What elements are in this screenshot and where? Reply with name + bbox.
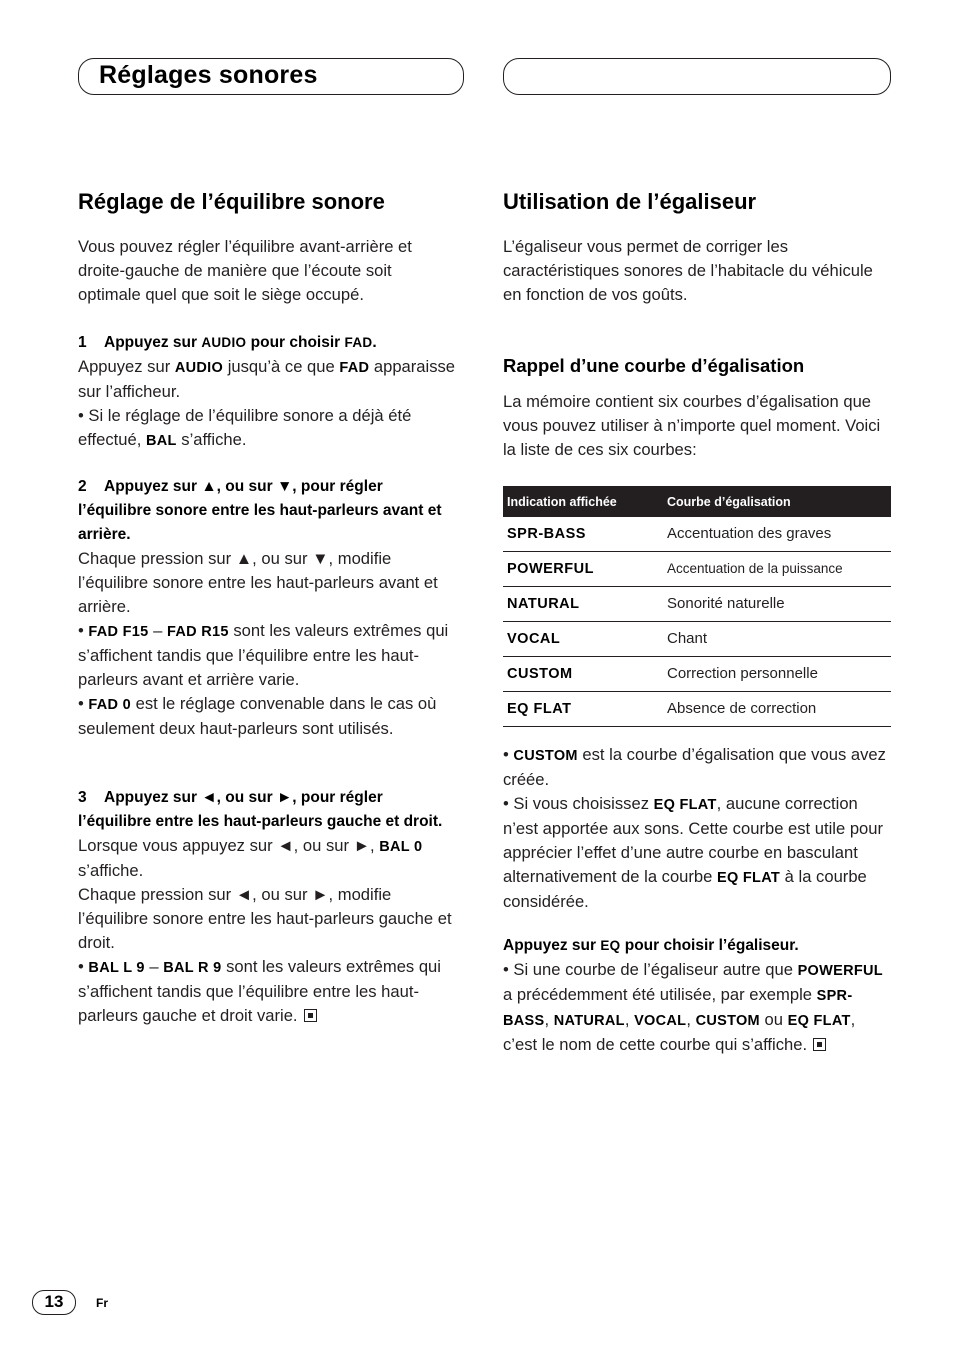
table-cell-curve: Chant (663, 622, 891, 657)
balance-intro: Vous pouvez régler l’équilibre avant-arrière et droite-gauche de manière que l’écoute soit optimale quel que soit le siège occupé. (78, 237, 412, 304)
step-2-bullet-a: • FAD F15 – FAD R15 sont les valeurs extrêmes qui s’affichent tandis que l’équilibre entre les haut-parleurs avant et arrière varie. (78, 621, 449, 689)
step-1 (78, 331, 456, 453)
step-2-title: 2 Appuyez sur ▲, ou sur ▼, pour régler l’équilibre sonore entre les haut-parleurs avant et arrière. (78, 478, 442, 543)
table-row (503, 622, 891, 657)
end-of-section-icon (304, 1009, 317, 1022)
table-row (503, 517, 891, 552)
step-3-body-1: Lorsque vous appuyez sur ◄, ou sur ►, BAL 0 s’affiche. (78, 836, 423, 880)
header-pill-left (78, 58, 464, 95)
table-cell-curve: Accentuation de la puissance (663, 552, 891, 587)
eq-curve-table (503, 486, 891, 727)
step-2 (78, 475, 456, 741)
equalizer-notes (503, 743, 893, 914)
step-3-title: 3 Appuyez sur ◄, ou sur ►, pour régler l’équilibre entre les haut-parleurs gauche et droit. (78, 789, 443, 830)
table-cell-display: VOCAL (503, 622, 663, 657)
end-of-section-icon (813, 1038, 826, 1051)
equalizer-step-note: • Si une courbe de l’égaliseur autre que POWERFUL a précédemment été utilisée, par exemple SPR-BASS, NATURAL, VOCAL, CUSTOM ou EQ FLAT, c’est le nom de cette courbe qui s’affiche. (503, 960, 883, 1054)
step-3-body-2: Chaque pression sur ◄, ou sur ►, modifie l’équilibre sonore entre les haut-parleurs gauche et droit. (78, 885, 452, 952)
table-row (503, 552, 891, 587)
table-cell-curve: Accentuation des graves (663, 517, 891, 552)
step-2-bullet-b: • FAD 0 est le réglage convenable dans le cas où seulement deux haut-parleurs sont utilisés. (78, 694, 437, 738)
header-pill-right (503, 58, 891, 95)
page-title: Réglages sonores (99, 61, 318, 89)
table-cell-display: NATURAL (503, 587, 663, 622)
step-3 (78, 786, 456, 1028)
table-cell-display: POWERFUL (503, 552, 663, 587)
table-cell-display: EQ FLAT (503, 692, 663, 727)
note-custom: • CUSTOM est la courbe d’égalisation que vous avez créée. (503, 745, 886, 789)
note-eq-flat: • Si vous choisissez EQ FLAT, aucune correction n’est apportée aux sons. Cette courbe est utile pour apprécier l’effet d’une autre courbe en basculant alternativement de la courbe EQ FLAT à la courbe considérée. (503, 794, 884, 911)
table-cell-curve: Correction personnelle (663, 657, 891, 692)
equalizer-step-title: Appuyez sur EQ pour choisir l’égaliseur. (503, 937, 799, 954)
table-row (503, 692, 891, 727)
step-2-body: Chaque pression sur ▲, ou sur ▼, modifie l’équilibre sonore entre les haut-parleurs avant et arrière. (78, 549, 438, 616)
table-row (503, 587, 891, 622)
step-1-bullet: • Si le réglage de l’équilibre sonore a déjà été effectué, BAL s’affiche. (78, 406, 412, 449)
table-row (503, 657, 891, 692)
section-heading-balance: Réglage de l’équilibre sonore (78, 189, 385, 214)
table-cell-curve: Absence de correction (663, 692, 891, 727)
table-header-curve: Courbe d’égalisation (663, 486, 891, 517)
table-cell-display: CUSTOM (503, 657, 663, 692)
subheading-recall-curve: Rappel d’une courbe d’égalisation (503, 355, 805, 376)
language-code: Fr (96, 1296, 108, 1310)
table-header-display: Indication affichée (503, 486, 663, 517)
table-cell-curve: Sonorité naturelle (663, 587, 891, 622)
equalizer-step (503, 934, 893, 1057)
equalizer-intro: L’égaliseur vous permet de corriger les caractéristiques sonores de l’habitacle du véhicule en fonction de vos goûts. (503, 237, 873, 304)
page-number: 13 (32, 1290, 76, 1315)
table-header-row (503, 486, 891, 517)
table-cell-display: SPR-BASS (503, 517, 663, 552)
recall-intro: La mémoire contient six courbes d’égalisation que vous pouvez utiliser à n’importe quel moment. Voici la liste de ces six courbes: (503, 392, 881, 459)
step-3-bullet: • BAL L 9 – BAL R 9 sont les valeurs extrêmes qui s’affichent tandis que l’équilibre entre les haut-parleurs gauche et droit varie. (78, 957, 441, 1025)
step-1-title: 1 Appuyez sur AUDIO pour choisir FAD. (78, 334, 377, 351)
step-1-body: Appuyez sur AUDIO jusqu’à ce que FAD apparaisse sur l’afficheur. (78, 357, 456, 401)
section-heading-equalizer: Utilisation de l’égaliseur (503, 189, 757, 214)
